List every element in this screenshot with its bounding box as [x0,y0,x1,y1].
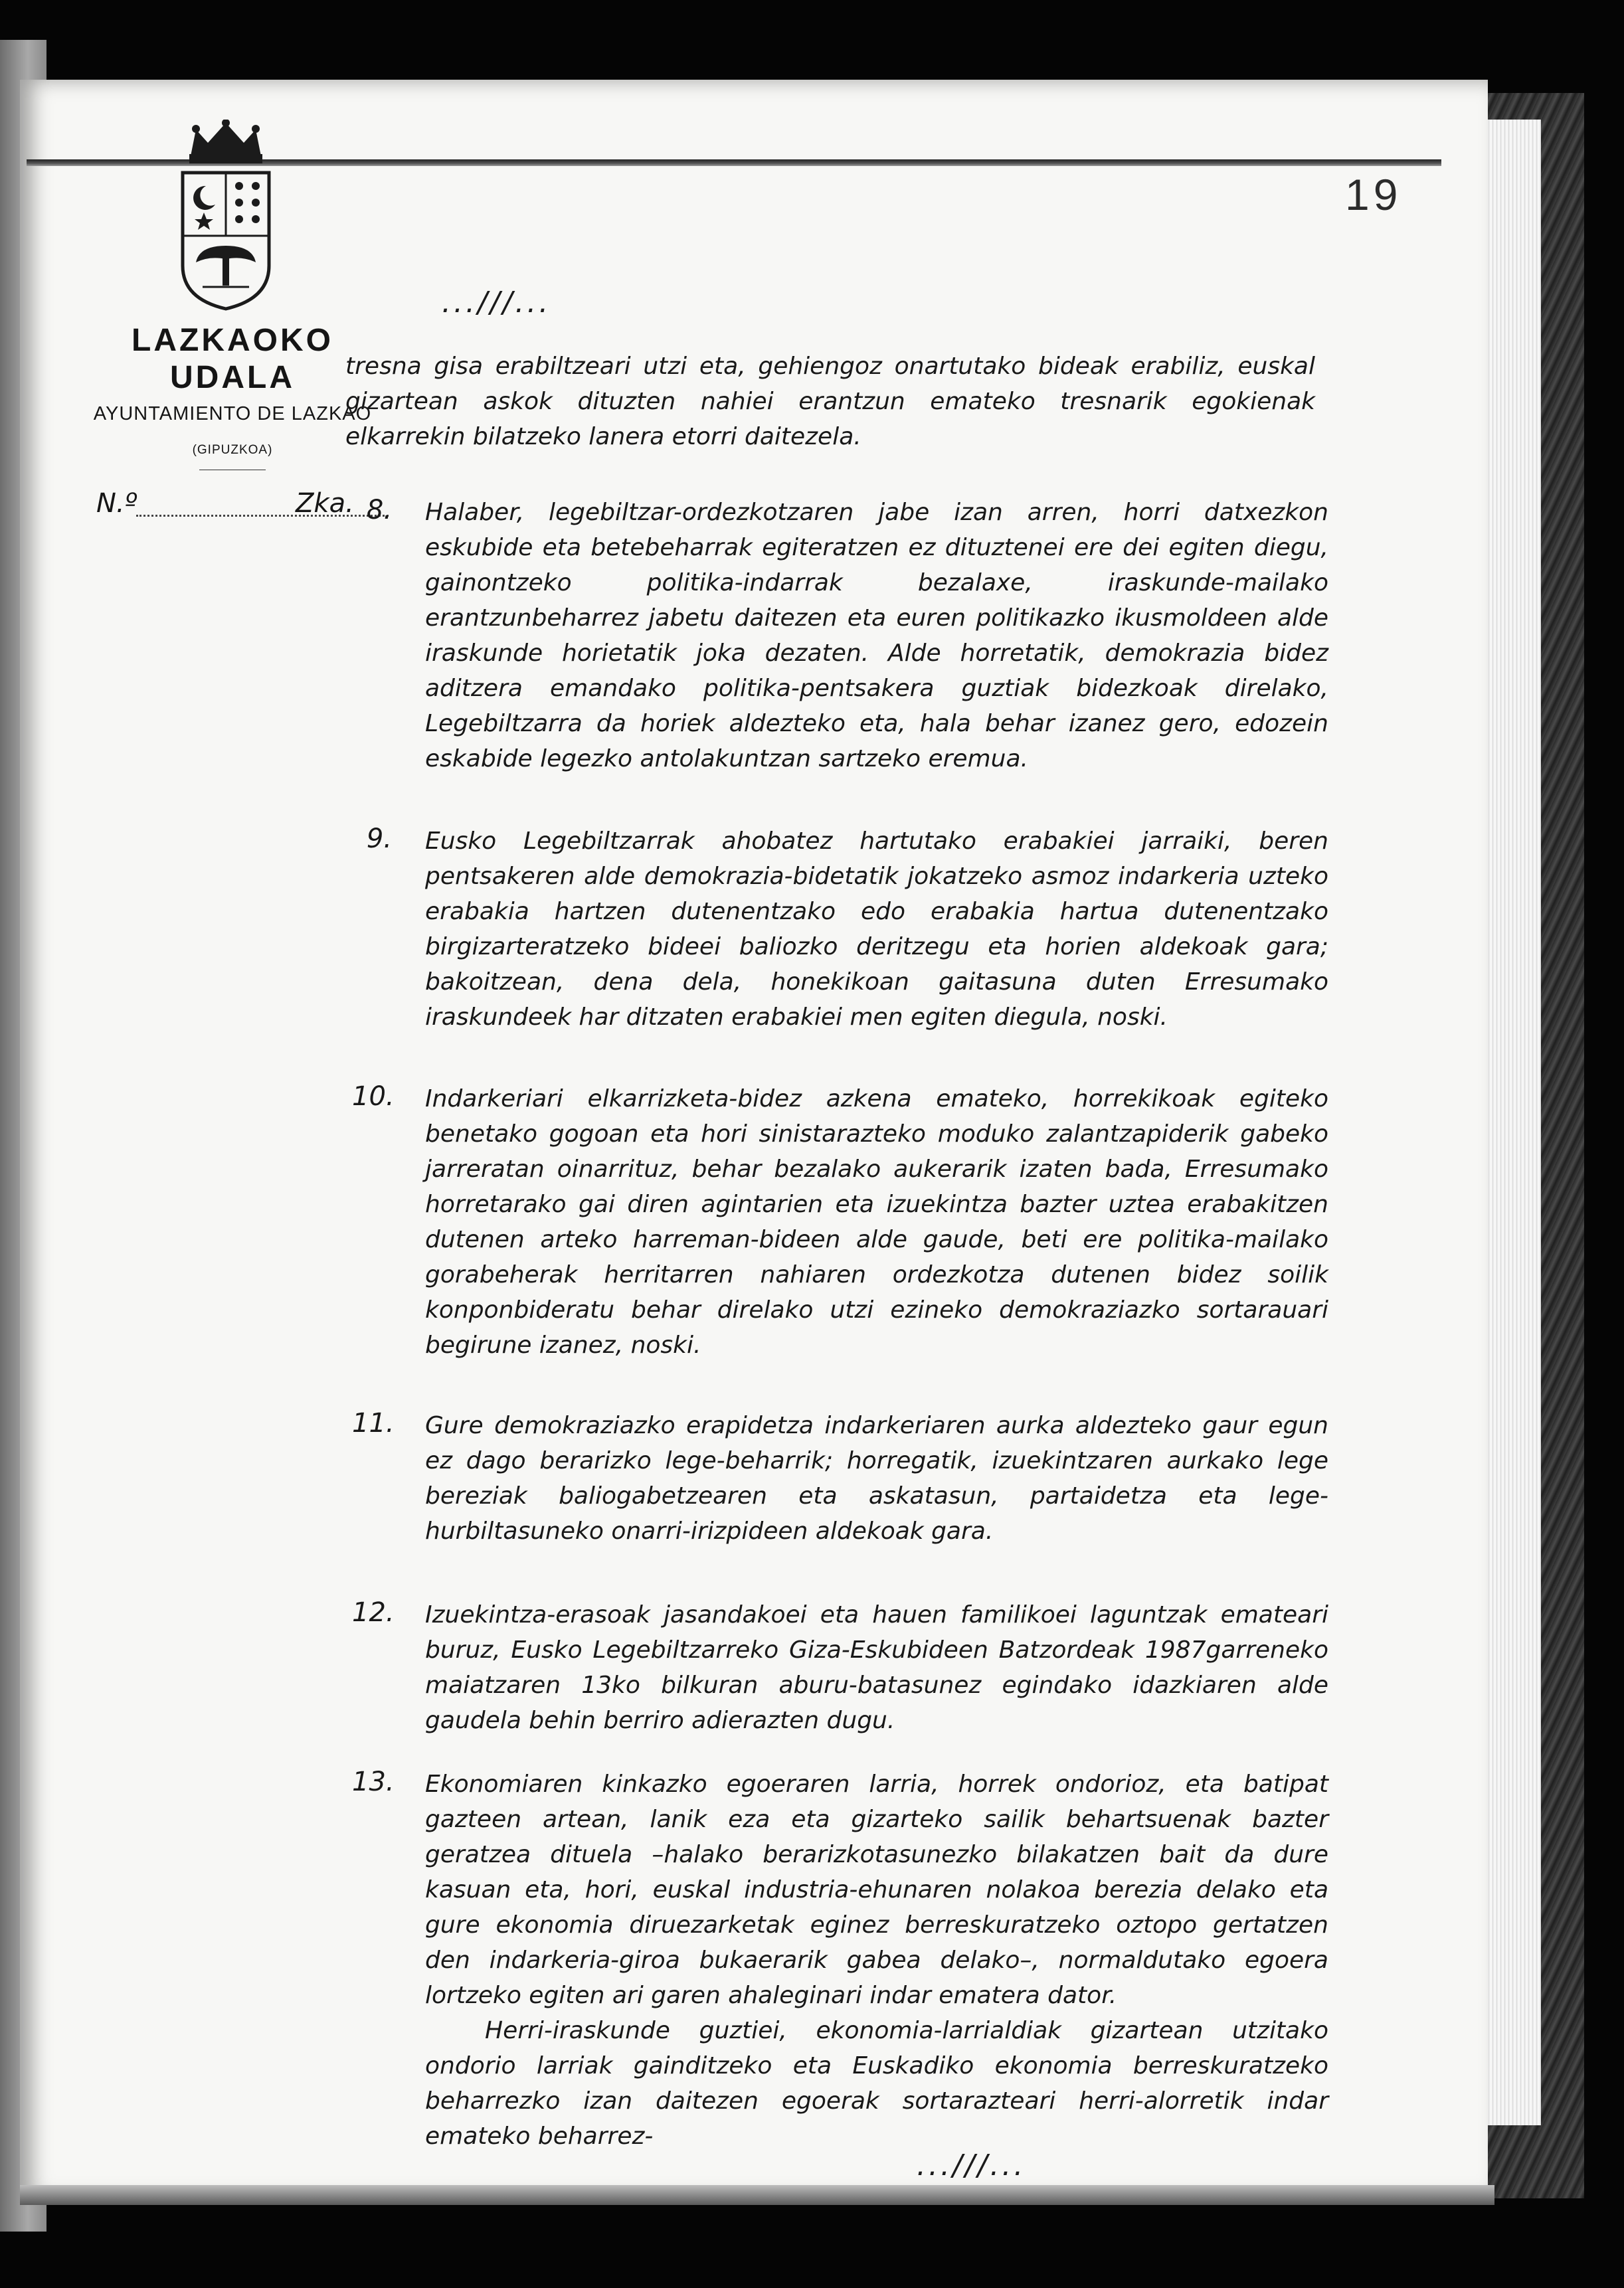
page-number: 19 [1345,170,1402,219]
item-text: Gure demokraziazko erapidetza indarkeriaren aurka aldezteko gaur egun ez dago berarizko lege-beharrik; horregatik, izuekintzaren aurkako lege bereziak baliogabetzearen eta askatasun, partaidetza eta lege-hurbiltasuneko onarri-irizpideen aldekoak gara. [425,1412,1328,1545]
item-number: 12. [352,1597,395,1628]
item-number: 8. [366,495,392,525]
reference-number-line [96,488,389,528]
bottom-edge-shadow [20,2185,1494,2205]
item-number: 11. [352,1408,395,1439]
province-label: (GIPUZKOA) [192,443,273,457]
item-number: 9. [366,824,392,854]
item-text: Indarkeriari elkarrizketa-bidez azkena emateko, horrekikoak egiteko benetako gogoan eta hori sinistarazteko moduko zalantzapiderik gabeko jarreratan oinarrituz, behar bezalako aukerarik izaten bada, Erresumako horretarako gai diren agintarien eta izuekintza bazter uztea erabakitzen dutenen arteko harreman-bideen alde gaude, beti ere politika-mailako gorabeherak herritarren nahiaren ordezkotza dutenen bidez soilik konponbideratu behar direlako utzi ezineko demokraziazko sortarauari begirune izanez, noski. [425,1085,1328,1359]
number-label: N.º [96,488,137,519]
item-13-paragraph: Ekonomiaren kinkazko egoeraren larria, horrek ondorioz, eta batipat gazteen artean, lanik eza eta gizarteko sailik behartsuenak bazter geratzea dituela –halako berarizkotasunezko bilakatzen bait da dure kasuan eta, hori, euskal industria-ehunaren nolakoa berezia delako eta gure ekonomia diruezarketak eginez berreskuratzeko oztopo gertatzen den indarkeria-giroa bukaerarik gabea delako–, normaldutako egoera lortzeko egiten ari garen ahaleginari indar ematera dator. [425,1771,1328,2009]
zka-label: Zka. [296,488,354,519]
item-number: 10. [352,1081,395,1112]
item-number: 13. [352,1767,395,1797]
item-13-continuation: Herri-iraskunde guztiei, ekonomia-larrialdiak gizartean utzitako ondorio larriak gainditzeko eta Euskadiko ekonomia berreskuratzeko beharrezko izan daitezen egoerak sortarazteari herri-alorretik indar emateko beharrez- [425,2017,1328,2150]
municipality-subtitle: AYUNTAMIENTO DE LAZKAO [93,403,372,424]
item-text: Izuekintza-erasoak jasandakoei eta hauen familikoei laguntzak emateari buruz, Eusko Legebiltzarreko Giza-Eskubideen Batzordeak 1987garreneko maiatzaren 13ko bilkuran aburu-batasunez egindako idazkiaren alde gaudela behin berriro adierazten dugu. [425,1601,1328,1734]
intro-paragraph: tresna gisa erabiltzeari utzi eta, gehiengoz onartutako bideak erabiliz, euskal gizartean askok dituzten nahiei erantzun emateko tresnarik egokienak elkarrekin bilatzeko lanera etorri daitezela. [345,353,1315,450]
item-text: Halaber, legebiltzar-ordezkotzaren jabe izan arren, horri datxezkon eskubide eta betebeharrak egiteratzen ez dituztenei ere dei egiten diegu, gainontzeko politika-indarrak bezalaxe, iraskunde-mailako erantzunbeharrez jabetu daitezen eta euren politikazko ikusmoldeen alde iraskunde horietatik joka dezaten. Alde horretatik, demokrazia bidez aditzera emandako politika-pentsakera guztiak bidezkoak direlako, Legebiltzarra da horiek aldezteko eta, hala behar izanez gero, edozein eskabide legezko antolakuntzan sartzeko eremua. [425,499,1328,772]
item-text: Eusko Legebiltzarrak ahobatez hartutako erabakiei jarraiki, beren pentsakeren alde demokrazia-bidetatik jokatzeko asmoz indarkeria uzteko erabakia hartzen dutenentzako edo erabakia hartua dutenentzako birgizarteratzeko bideei baliozko deritzegu eta horien aldekoak gara; bakoitzean, dena dela, honekikoan gaitasuna duten Erresumako iraskundeek har ditzaten erabakiei men egiten diegula, noski. [425,828,1328,1031]
municipality-title: LAZKAOKO UDALA [132,323,333,395]
continuation-marker-top: ...///... [442,286,551,319]
item-text [425,1767,1328,2154]
continuation-marker-bottom: ...///... [917,2149,1026,2182]
coat-of-arms-icon [176,120,276,312]
